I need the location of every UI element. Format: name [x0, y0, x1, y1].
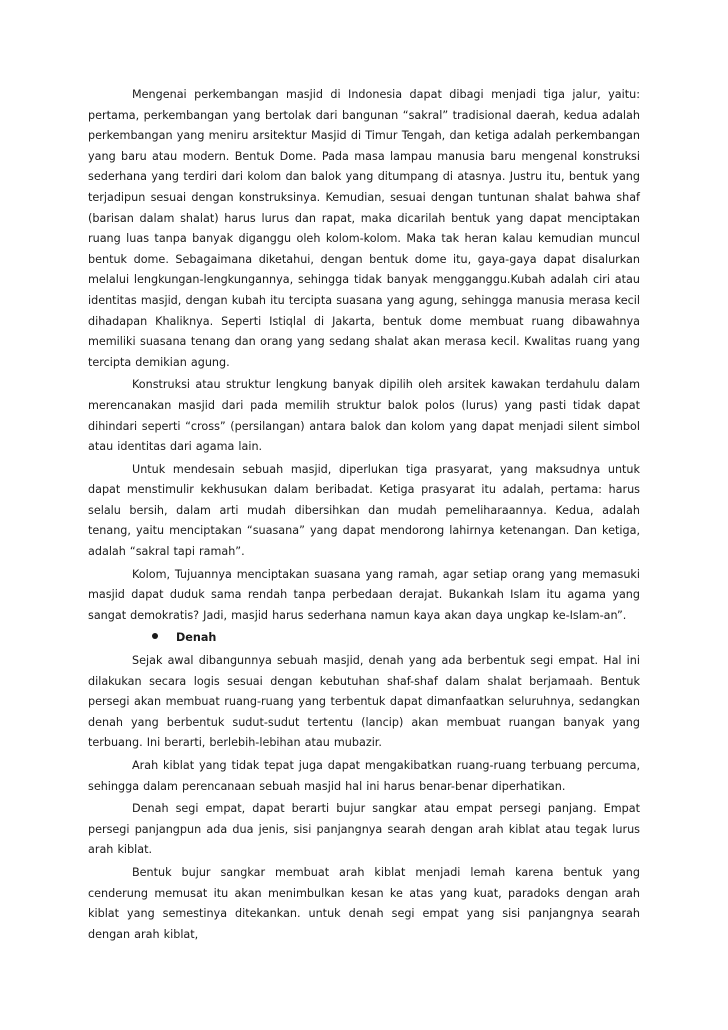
paragraph-bentuk-bujur-sangkar: Bentuk bujur sangkar membuat arah kiblat menjadi lemah karena bentuk yang cenderung memusat itu akan menimbulkan kesan ke atas yang kuat, paradoks dengan arah kiblat yang semestinya ditekankan. untuk denah segi empat yang sisi panjangnya searah dengan arah kiblat, [88, 865, 640, 941]
paragraph-kolom: Kolom, Tujuannya menciptakan suasana yang ramah, agar setiap orang yang memasuki masjid dapat duduk sama rendah tanpa perbedaan derajat. Bukankah Islam itu agama yang sangat demokratis? Jadi, masjid harus sederhana namun kaya akan daya ungkap ke-Islam-an”. [88, 567, 640, 622]
bullet-denah [88, 628, 640, 649]
paragraph-arah-kiblat: Arah kiblat yang tidak tepat juga dapat mengakibatkan ruang-ruang terbuang percuma, sehingga dalam perencanaan sebuah masjid hal ini harus benar-benar diperhatikan. [88, 759, 640, 793]
paragraph-tiga-prasyarat: Untuk mendesain sebuah masjid, diperlukan tiga prasyarat, yang maksudnya untuk dapat menstimulir kekhusukan dalam beribadat. Ketiga prasyarat itu adalah, pertama: harus selalu bersih, dalam arti mudah dibersihkan dan mudah pemeliharaannya. Kedua, adalah tenang, yaitu menciptakan “suasana” yang dapat mendorong lahirnya ketenangan. Dan ketiga, adalah “sakral tapi ramah”. [88, 462, 640, 559]
paragraph-struktur-lengkung: Konstruksi atau struktur lengkung banyak dipilih oleh arsitek kawakan terdahulu dalam merencanakan masjid dari pada memilih struktur balok polos (lurus) yang pasti tidak dapat dihindari seperti “cross” (persilangan) antara balok dan kolom yang dapat menjadi silent simbol atau identitas dari agama lain. [88, 378, 640, 454]
bullet-icon [152, 633, 158, 639]
paragraph-bujur-sangkar: Denah segi empat, dapat berarti bujur sangkar atau empat persegi panjang. Empat persegi panjangpun ada dua jenis, sisi panjangnya searah dengan arah kiblat atau tegak lurus arah kiblat. [88, 802, 640, 857]
paragraph-denah-segi-empat: Sejak awal dibangunnya sebuah masjid, denah yang ada berbentuk segi empat. Hal ini dilakukan secara logis sesuai dengan kebutuhan shaf-shaf dalam shalat berjamaah. Bentuk persegi akan membuat ruang-ruang yang terbentuk dapat dimanfaatkan seluruhnya, sedangkan denah yang berbentuk sudut-sudut tertentu (lancip) akan membuat ruangan banyak yang terbuang. Ini berarti, berlebih-lebihan atau mubazir. [88, 654, 640, 750]
paragraph-perkembangan-masjid: Mengenai perkembangan masjid di Indonesia dapat dibagi menjadi tiga jalur, yaitu: pertama, perkembangan yang bertolak dari bangunan “sakral” tradisional daerah, kedua adalah perkembangan yang meniru arsitektur Masjid di Timur Tengah, dan ketiga adalah perkembangan yang baru atau modern. Bentuk Dome. Pada masa lampau manusia baru mengenal konstruksi sederhana yang terdiri dari kolom dan balok yang ditumpang di atasnya. Justru itu, bentuk yang terjadipun sesuai dengan konstruksinya. Kemudian, sesuai dengan tuntunan shalat bahwa shaf (barisan dalam shalat) harus lurus dan rapat, maka dicarilah bentuk yang dapat menciptakan ruang luas tanpa banyak diganggu oleh kolom-kolom. Maka tak heran kalau kemudian muncul bentuk dome. Sebagaimana diketahui, dengan bentuk dome itu, gaya-gaya dapat disalurkan melalui lengkungan-lengkungannya, sehingga tidak banyak mengganggu.Kubah adalah ciri atau identitas masjid, dengan kubah itu tercipta suasana yang agung, sehingga manusia merasa kecil dihadapan Khaliknya. Seperti Istiqlal di Jakarta, bentuk dome membuat ruang dibawahnya memiliki suasana tenang dan orang yang sedang shalat akan merasa kecil. Kwalitas ruang yang tercipta demikian agung. [88, 88, 640, 369]
document-body [88, 85, 640, 947]
section-heading-denah: Denah [176, 631, 217, 645]
